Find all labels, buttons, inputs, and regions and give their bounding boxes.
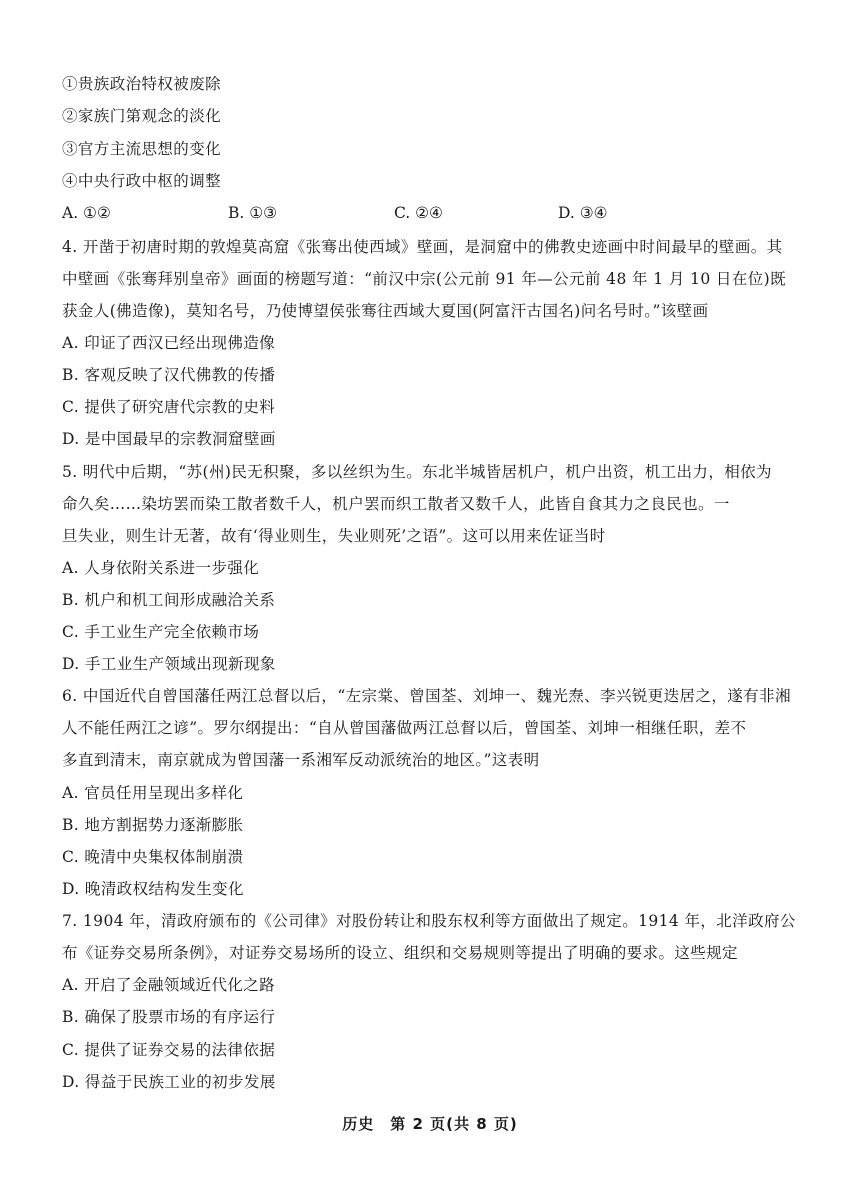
q5-option-a: A. 人身依附关系进一步强化 <box>62 559 260 577</box>
q6-stem-line-1: 6. 中国近代自曾国藩任两江总督以后，“左宗棠、曾国荃、刘坤一、魏光焘、李兴锐更迭居之，遂有非湘 <box>62 687 791 705</box>
page-footer: 历史 第 2 页(共 8 页) <box>342 1115 518 1133</box>
q6-option-a: A. 官员任用呈现出多样化 <box>62 784 244 802</box>
q3-choice-c: C. ②④ <box>394 204 443 222</box>
q5-stem-line-1: 5. 明代中后期，“苏(州)民无积聚，多以丝织为生。东北半城皆居机户，机户出资，机工出力，相依为 <box>62 463 772 481</box>
q4-option-b: B. 客观反映了汉代佛教的传播 <box>62 366 276 384</box>
q7-option-c: C. 提供了证券交易的法律依据 <box>62 1041 276 1059</box>
q7-option-b: B. 确保了股票市场的有序运行 <box>62 1008 276 1026</box>
q4-option-c: C. 提供了研究唐代宗教的史料 <box>62 398 276 416</box>
q3-choice-b: B. ①③ <box>228 204 278 222</box>
q3-choice-d: D. ③④ <box>558 204 608 222</box>
q5-option-b: B. 机户和机工间形成融洽关系 <box>62 591 276 609</box>
q3-choice-a: A. ①② <box>62 204 111 222</box>
q4-stem-line-1: 4. 开凿于初唐时期的敦煌莫高窟《张骞出使西域》壁画，是洞窟中的佛教史迹画中时间最早的壁画。其 <box>62 238 783 256</box>
q7-stem-line-1: 7. 1904 年，清政府颁布的《公司律》对股份转让和股东权利等方面做出了规定。1914 年，北洋政府公 <box>62 912 796 930</box>
q3-option-1: ①贵族政治特权被废除 <box>62 75 222 93</box>
q6-stem-line-3: 多直到清末，南京就成为曾国藩一系湘军反动派统治的地区。”这表明 <box>62 751 540 769</box>
q7-option-d: D. 得益于民族工业的初步发展 <box>62 1073 276 1091</box>
q3-option-2: ②家族门第观念的淡化 <box>62 107 222 125</box>
q6-option-b: B. 地方割据势力逐渐膨胀 <box>62 816 244 834</box>
q5-stem-line-2: 命久矣……染坊罢而染工散者数千人，机户罢而织工散者又数千人，此皆自食其力之良民也。一 <box>62 495 730 513</box>
q6-stem-line-2: 人不能任两江之谚”。罗尔纲提出：“自从曾国藩做两江总督以后，曾国荃、刘坤一相继任职，差不 <box>62 719 747 737</box>
q4-stem-line-3: 获金人(佛造像)，莫知名号，乃使博望侯张骞往西域大夏国(阿富汗古国名)问名号时。”该壁画 <box>62 302 709 320</box>
q3-option-3: ③官方主流思想的变化 <box>62 140 222 158</box>
q7-stem-line-2: 布《证券交易所条例》，对证券交易场所的设立、组织和交易规则等提出了明确的要求。这些规定 <box>62 944 738 962</box>
q4-stem-line-2: 中壁画《张骞拜别皇帝》画面的榜题写道：“前汉中宗(公元前 91 年—公元前 48 年 1 月 10 日在位)既 <box>62 270 786 288</box>
q7-option-a: A. 开启了金融领域近代化之路 <box>62 976 276 994</box>
q5-option-d: D. 手工业生产领域出现新现象 <box>62 655 276 673</box>
q5-option-c: C. 手工业生产完全依赖市场 <box>62 623 260 641</box>
q6-option-d: D. 晚清政权结构发生变化 <box>62 880 244 898</box>
q5-stem-line-3: 旦失业，则生计无著，故有‘得业则生，失业则死’之语”。这可以用来佐证当时 <box>62 527 606 545</box>
q6-option-c: C. 晚清中央集权体制崩溃 <box>62 848 244 866</box>
q3-option-4: ④中央行政中枢的调整 <box>62 172 222 190</box>
q4-option-d: D. 是中国最早的宗教洞窟壁画 <box>62 430 276 448</box>
q4-option-a: A. 印证了西汉已经出现佛造像 <box>62 334 276 352</box>
